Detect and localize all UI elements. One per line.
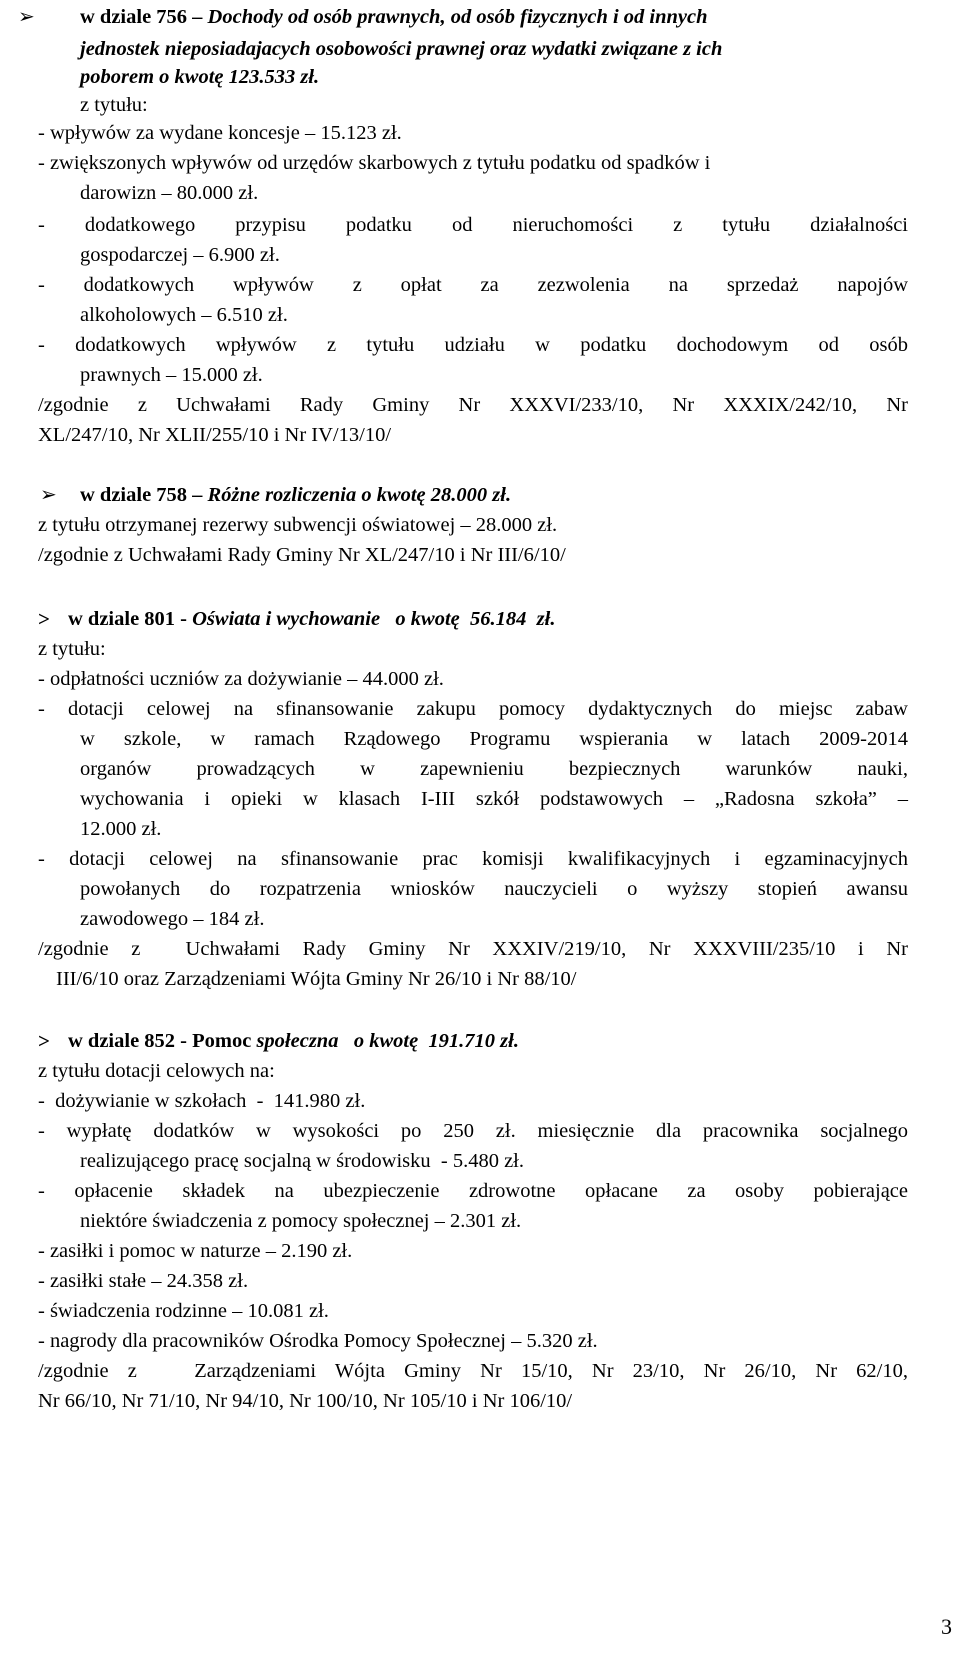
- section-852-title: społeczna o kwotę 191.710 zł.: [256, 1030, 519, 1052]
- list-item: - odpłatności uczniów za dożywianie – 44.000 zł.: [38, 668, 444, 690]
- list-item: - świadczenia rodzinne – 10.081 zł.: [38, 1300, 329, 1322]
- section-758-heading: [80, 480, 511, 510]
- section-758-line: z tytułu otrzymanej rezerwy subwencji oświatowej – 28.000 zł.: [38, 514, 558, 536]
- section-801-prefix: w dziale 801 -: [68, 608, 193, 630]
- section-801-intro: z tytułu:: [38, 638, 106, 660]
- list-item: - nagrody dla pracowników Ośrodka Pomocy Społecznej – 5.320 zł.: [38, 1330, 598, 1352]
- list-item-cont: 12.000 zł.: [80, 818, 162, 840]
- list-item-cont: niektóre świadczenia z pomocy społecznej – 2.301 zł.: [80, 1210, 522, 1232]
- section-756-heading: [80, 2, 708, 32]
- list-item: - dożywianie w szkołach - 141.980 zł.: [38, 1090, 366, 1112]
- list-item: - dotacji celowej na sfinansowanie prac komisji kwalifikacyjnych i egzaminacyjnych: [38, 848, 908, 870]
- list-item-cont: w szkole, w ramach Rządowego Programu wspierania w latach 2009-2014: [80, 728, 908, 750]
- section-756-prefix: w dziale 756 –: [80, 6, 208, 28]
- list-item-cont: powołanych do rozpatrzenia wniosków nauczycieli o wyższy stopień awansu: [80, 878, 908, 900]
- list-item-cont: wychowania i opieki w klasach I-III szkół podstawowych – „Radosna szkoła” –: [80, 788, 908, 810]
- list-item: - dodatkowych wpływów z opłat za zezwolenia na sprzedaż napojów: [38, 274, 908, 296]
- list-item-cont: organów prowadzących w zapewnieniu bezpiecznych warunków nauki,: [80, 758, 908, 780]
- list-item-cont: alkoholowych – 6.510 zł.: [80, 304, 288, 326]
- section-852-note: /zgodnie z Zarządzeniami Wójta Gminy Nr 15/10, Nr 23/10, Nr 26/10, Nr 62/10,: [38, 1360, 908, 1382]
- section-852-prefix: w dziale 852 - Pomoc: [68, 1030, 257, 1052]
- bullet-arrow-icon: ➢: [40, 484, 57, 506]
- list-item: - zasiłki i pomoc w naturze – 2.190 zł.: [38, 1240, 353, 1262]
- list-item-cont: zawodowego – 184 zł.: [80, 908, 265, 930]
- list-item-cont: prawnych – 15.000 zł.: [80, 364, 263, 386]
- list-item: - dotacji celowej na sfinansowanie zakupu pomocy dydaktycznych do miejsc zabaw: [38, 698, 908, 720]
- section-756-title-cont-1: jednostek nieposiadajacych osobowości prawnej oraz wydatki związane z ich: [80, 38, 723, 60]
- section-756-note: /zgodnie z Uchwałami Rady Gminy Nr XXXVI/233/10, Nr XXXIX/242/10, Nr: [38, 394, 908, 416]
- list-item: - wpływów za wydane koncesje – 15.123 zł.: [38, 122, 402, 144]
- section-758-title: Różne rozliczenia o kwotę 28.000 zł.: [207, 484, 512, 506]
- section-801-note: /zgodnie z Uchwałami Rady Gminy Nr XXXIV/219/10, Nr XXXVIII/235/10 i Nr: [38, 938, 908, 960]
- list-item-cont: realizującego pracę socjalną w środowisku - 5.480 zł.: [80, 1150, 525, 1172]
- section-758-prefix: w dziale 758 –: [80, 484, 208, 506]
- list-item-cont: gospodarczej – 6.900 zł.: [80, 244, 280, 266]
- section-852-intro: z tytułu dotacji celowych na:: [38, 1060, 275, 1082]
- section-852-note-cont: Nr 66/10, Nr 71/10, Nr 94/10, Nr 100/10, Nr 105/10 i Nr 106/10/: [38, 1390, 573, 1412]
- section-801-note-cont: III/6/10 oraz Zarządzeniami Wójta Gminy Nr 26/10 i Nr 88/10/: [56, 968, 577, 990]
- list-item: - dodatkowego przypisu podatku od nieruchomości z tytułu działalności: [38, 214, 908, 236]
- section-801-heading: [68, 604, 555, 634]
- section-756-intro: z tytułu:: [80, 94, 148, 116]
- section-852-heading: [68, 1026, 519, 1056]
- bullet-gt-icon: >: [38, 607, 50, 631]
- section-756-note-cont: XL/247/10, Nr XLII/255/10 i Nr IV/13/10/: [38, 424, 392, 446]
- section-758-note: /zgodnie z Uchwałami Rady Gminy Nr XL/247/10 i Nr III/6/10/: [38, 544, 566, 566]
- list-item: - zasiłki stałe – 24.358 zł.: [38, 1270, 249, 1292]
- list-item: - dodatkowych wpływów z tytułu udziału w podatku dochodowym od osób: [38, 334, 908, 356]
- section-756-title-cont-2: poborem o kwotę 123.533 zł.: [80, 66, 320, 88]
- section-801-title: Oświata i wychowanie o kwotę 56.184 zł.: [192, 608, 556, 630]
- section-756-title: Dochody od osób prawnych, od osób fizycznych i od innych: [207, 6, 708, 28]
- page-number: 3: [941, 1614, 952, 1639]
- list-item: - opłacenie składek na ubezpieczenie zdrowotne opłacane za osoby pobierające: [38, 1180, 908, 1202]
- list-item-cont: darowizn – 80.000 zł.: [80, 182, 259, 204]
- bullet-arrow-icon: ➢: [18, 6, 35, 28]
- list-item: - zwiększonych wpływów od urzędów skarbowych z tytułu podatku od spadków i: [38, 152, 711, 174]
- bullet-gt-icon: >: [38, 1029, 50, 1053]
- list-item: - wypłatę dodatków w wysokości po 250 zł. miesięcznie dla pracownika socjalnego: [38, 1120, 908, 1142]
